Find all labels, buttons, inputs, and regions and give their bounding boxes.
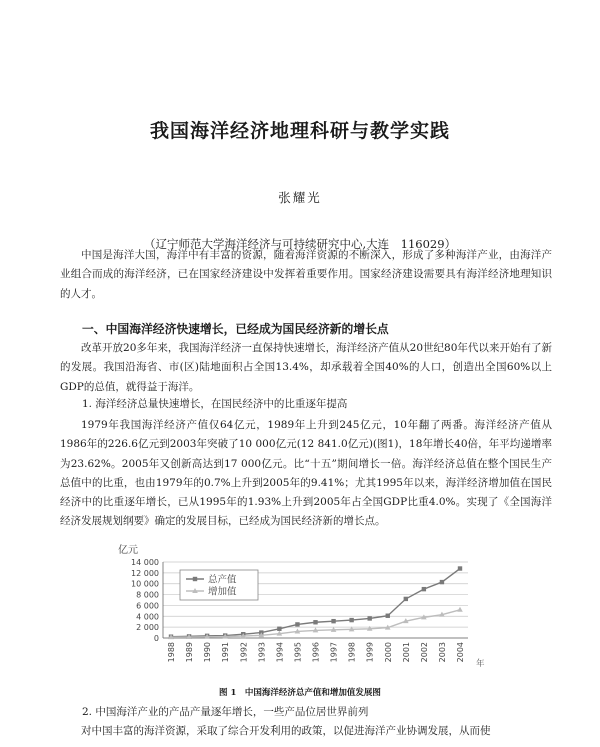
intro-paragraph: 中国是海洋大国，海洋中有丰富的资源，随着海洋资源的不断深入，形成了多种海洋产业，由海洋产业组合而成的海洋经济，已在国家经济建设中发挥着重要作用。国家经济建设需要具有海洋经济地理知识的人才。	[60, 249, 552, 300]
x-tick-label: 1991	[221, 642, 231, 663]
legend-label: 总产值	[208, 574, 237, 586]
data-point	[295, 622, 299, 626]
x-tick-label: 1997	[329, 642, 339, 663]
data-point	[349, 618, 353, 622]
figure-caption: 图 1 中国海洋经济总产值和增加值发展图	[219, 688, 381, 698]
x-tick-label: 1998	[347, 642, 357, 663]
y-tick-label: 6 000	[136, 601, 159, 611]
subsection-2-paragraph: 对中国丰富的海洋资源，采取了综合开发利用的政策，以促进海洋产业协调发展，从而使	[81, 725, 491, 737]
y-tick-label: 12 000	[131, 568, 159, 578]
subsection-1-paragraph: 1979年我国海洋经济产值仅64亿元，1989年上升到245亿元，10年翻了两番。海洋经济产值从1986年的226.6亿元到2003年突破了10 000亿元(12 841.0亿元)(图1)，18年增长40倍，年平均递增率为23.62%。2005年又创新高达到17 000亿元。比“十五”期间增长一倍。海洋经济总值在整个国民生产总值中的比重，也由1979年的0.7%上升到2005年的9.41%；尤其1995年以来，海洋经济增加值在国民经济中的比重逐年增长，已从1995年的1.93%上升到2005年占全国GDP比重4.0%。实现了《全国海洋经济发展规划纲要》确定的发展目标，已经成为国民经济新的增长点。	[60, 419, 552, 528]
data-point	[458, 566, 462, 570]
y-tick-label: 14 000	[131, 558, 159, 567]
legend-label: 增加值	[208, 586, 237, 598]
x-tick-label: 1993	[257, 642, 267, 663]
section-1-paragraph: 改革开放20多年来，我国海洋经济一直保持快速增长，海洋经济产值从20世纪80年代以来开始有了新的发展。我国沿海省、市(区)陆地面积占全国13.4%，却承载着全国40%的人口，创造出全国60%以上GDP的总值，就得益于海洋。	[60, 342, 552, 393]
data-point	[386, 614, 390, 618]
x-tick-label: 1994	[275, 642, 285, 663]
y-tick-label: 4 000	[136, 612, 159, 622]
x-tick-label: 1999	[365, 642, 375, 663]
x-axis-unit: 年	[476, 659, 485, 669]
x-tick-label: 1996	[311, 642, 321, 663]
marine-economy-chart	[0, 540, 600, 680]
data-point	[404, 597, 408, 601]
paper-title: 我国海洋经济地理科研与教学实践	[149, 120, 450, 142]
data-point	[440, 580, 444, 584]
data-point	[457, 607, 463, 612]
data-point	[331, 619, 335, 623]
author-name: 张耀光	[278, 190, 322, 205]
chart-legend	[180, 570, 258, 600]
y-tick-label: 2 000	[136, 623, 159, 633]
x-tick-label: 1992	[239, 642, 249, 663]
y-tick-label: 0	[153, 634, 159, 643]
x-tick-label: 2000	[383, 642, 393, 663]
y-axis-label: 亿元	[118, 545, 138, 556]
x-tick-label: 2002	[419, 642, 429, 663]
subsection-1-heading: 1. 海洋经济总量快速增长，在国民经济中的比重逐年提高	[82, 398, 348, 410]
y-tick-label: 8 000	[136, 590, 159, 600]
x-tick-label: 1995	[293, 642, 303, 663]
data-point	[422, 587, 426, 591]
author-affiliation: （辽宁师范大学海洋经济与可持续研究中心,大连 116029）	[143, 237, 457, 251]
data-point	[277, 627, 281, 631]
section-1-heading: 一、中国海洋经济快速增长，已经成为国民经济新的增长点	[82, 322, 389, 336]
x-tick-label: 1989	[185, 642, 195, 663]
x-tick-label: 2001	[401, 642, 411, 663]
subsection-2-heading: 2. 中国海洋产业的产品产量逐年增长，一些产品位居世界前列	[82, 706, 369, 718]
x-tick-label: 2004	[456, 642, 465, 663]
data-point	[367, 616, 371, 620]
data-point	[313, 620, 317, 624]
x-tick-label: 1988	[167, 642, 176, 663]
legend-marker	[193, 577, 197, 581]
x-tick-label: 1990	[203, 642, 213, 663]
x-tick-label: 2003	[437, 642, 447, 663]
y-tick-label: 10 000	[131, 579, 159, 589]
